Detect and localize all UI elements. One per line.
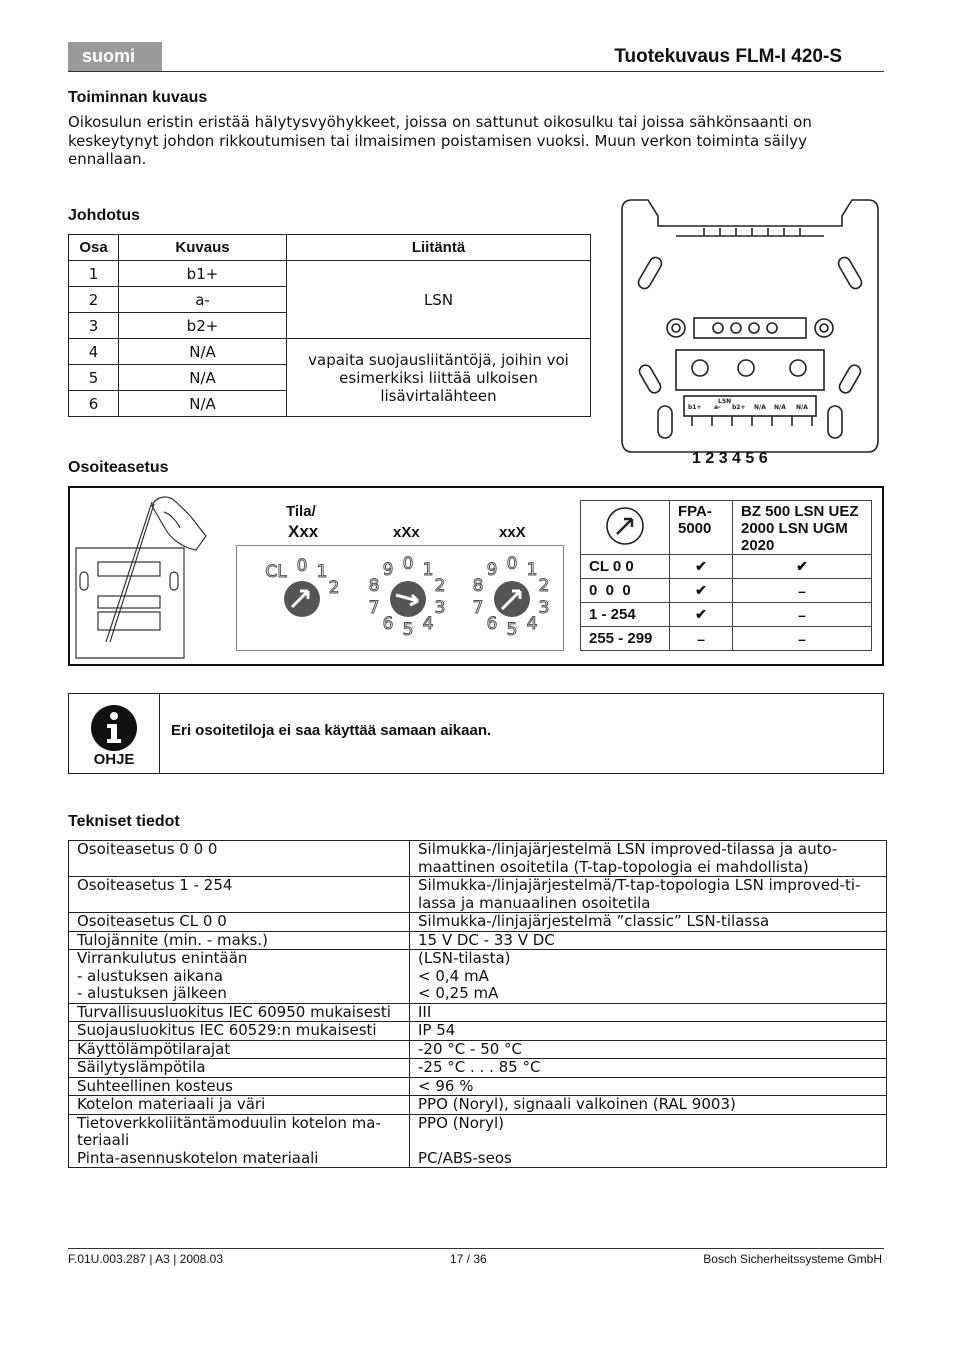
terminal-label: N/A bbox=[754, 404, 766, 411]
setting-cell: CL 0 0 bbox=[581, 555, 670, 579]
spec-value-cell: -20 °C - 50 °C bbox=[410, 1040, 887, 1059]
spec-value-cell: III bbox=[410, 1003, 887, 1022]
dial-digit: 0 bbox=[402, 554, 414, 574]
language-tab: suomi bbox=[68, 42, 162, 72]
dial-symbol-cell bbox=[581, 501, 670, 555]
desc-cell: b2+ bbox=[119, 313, 287, 339]
table-row bbox=[69, 1059, 887, 1078]
part-cell: 1 bbox=[69, 261, 119, 287]
wiring-heading: Johdotus bbox=[68, 207, 140, 224]
desc-cell: b1+ bbox=[119, 261, 287, 287]
spec-name-cell: Suhteellinen kosteus bbox=[69, 1077, 410, 1096]
dial-digit: 9 bbox=[486, 560, 498, 580]
spec-value-cell: -25 °C . . . 85 °C bbox=[410, 1059, 887, 1078]
terminal-label: b2+ bbox=[732, 404, 746, 411]
dial-digit: 1 bbox=[422, 560, 434, 580]
table-row bbox=[69, 1114, 887, 1168]
table-row bbox=[69, 931, 887, 950]
spec-name-cell: Osoiteasetus 1 - 254 bbox=[69, 877, 410, 913]
header-rule bbox=[68, 71, 884, 72]
spec-name-cell: Kotelon materiaali ja väri bbox=[69, 1096, 410, 1115]
hand-screwdriver-illustration bbox=[72, 492, 210, 662]
dial-digit: 6 bbox=[486, 614, 498, 634]
dial-digit: 3 bbox=[538, 598, 550, 618]
technical-heading: Tekniset tiedot bbox=[68, 813, 180, 830]
mode-digit-label: Xxx bbox=[288, 522, 319, 541]
spec-name-cell: Säilytyslämpötila bbox=[69, 1059, 410, 1078]
info-icon bbox=[90, 704, 138, 752]
wiring-table bbox=[68, 234, 591, 417]
dial-digit: 2 bbox=[538, 576, 550, 596]
table-row bbox=[69, 877, 887, 913]
table-row bbox=[69, 1022, 887, 1041]
footer-rule bbox=[68, 1248, 884, 1249]
setting-cell: 1 - 254 bbox=[581, 603, 670, 627]
table-row bbox=[581, 555, 872, 579]
dial-digit: 9 bbox=[382, 560, 394, 580]
dial-cl-label: CL bbox=[265, 562, 287, 582]
terminal-label: N/A bbox=[796, 404, 808, 411]
desc-cell: N/A bbox=[119, 391, 287, 417]
terminal-label: a- bbox=[714, 404, 721, 411]
dial-digit: 1 bbox=[526, 560, 538, 580]
desc-cell: a- bbox=[119, 287, 287, 313]
table-row bbox=[69, 1003, 887, 1022]
document-title: Tuotekuvaus FLM-I 420-S bbox=[614, 46, 842, 67]
mode-label: Tila/ bbox=[286, 503, 316, 520]
dial-digit: 0 bbox=[506, 554, 518, 574]
dial-digit: 4 bbox=[526, 614, 538, 634]
spec-name-cell: Turvallisuusluokitus IEC 60950 mukaisesti bbox=[69, 1003, 410, 1022]
note-label: OHJE bbox=[93, 751, 135, 768]
table-row bbox=[581, 579, 872, 603]
col-header-description: Kuvaus bbox=[119, 235, 287, 261]
part-cell: 3 bbox=[69, 313, 119, 339]
desc-cell: N/A bbox=[119, 365, 287, 391]
connection-free-cell: vapaita suojausliitäntöjä, joihin voi esimerkiksi liittää ulkoisen lisävirtalähteen bbox=[287, 339, 591, 417]
function-description: Oikosulun eristin eristää hälytysvyöhykkeet, joissa on sattunut oikosulku tai joissa sähkönsaanti on keskeytynyt johdon rikkoutumisen tai ilmaisimen poistamisen vuoksi. Muun verkon toiminta säilyy ennallaan. bbox=[68, 113, 812, 168]
table-row bbox=[69, 950, 887, 1004]
spec-value-cell: PPO (Noryl) PC/ABS-seos bbox=[410, 1114, 887, 1168]
spec-value-cell: < 96 % bbox=[410, 1077, 887, 1096]
part-cell: 6 bbox=[69, 391, 119, 417]
dial-digit: 8 bbox=[472, 576, 484, 596]
col-header-part: Osa bbox=[69, 235, 119, 261]
dial-symbol-icon bbox=[604, 505, 646, 547]
terminal-numbers: 1 2 3 4 5 6 bbox=[692, 450, 768, 467]
dial-digit: 5 bbox=[402, 620, 414, 640]
dial-cl-digit: 2 bbox=[328, 578, 340, 598]
part-cell: 4 bbox=[69, 339, 119, 365]
connection-lsn-cell: LSN bbox=[287, 261, 591, 339]
dial-digit: 4 bbox=[422, 614, 434, 634]
spec-value-cell: (LSN-tilasta) < 0,4 mA < 0,25 mA bbox=[410, 950, 887, 1004]
bz-check-cell: ✔ bbox=[733, 555, 872, 579]
footer-page-number: 17 / 36 bbox=[450, 1252, 487, 1266]
dial-digit: 6 bbox=[382, 614, 394, 634]
terminal-label: N/A bbox=[774, 404, 786, 411]
part-cell: 2 bbox=[69, 287, 119, 313]
spec-value-cell: IP 54 bbox=[410, 1022, 887, 1041]
terminal-label: b1+ bbox=[688, 404, 702, 411]
dial-digit: 7 bbox=[472, 598, 484, 618]
note-text: Eri osoitetiloja ei saa käyttää samaan aikaan. bbox=[171, 722, 492, 739]
dial-cl-digit: 0 bbox=[296, 556, 308, 576]
fpa-check-cell: – bbox=[670, 627, 733, 651]
addressing-heading: Osoiteasetus bbox=[68, 459, 169, 476]
table-row bbox=[69, 1096, 887, 1115]
fpa-check-cell: ✔ bbox=[670, 555, 733, 579]
table-row bbox=[69, 261, 591, 287]
bz-check-cell: – bbox=[733, 603, 872, 627]
technical-table bbox=[68, 840, 887, 1168]
table-row bbox=[69, 1077, 887, 1096]
address-compatibility-table bbox=[580, 500, 872, 651]
bz-check-cell: – bbox=[733, 579, 872, 603]
fpa-check-cell: ✔ bbox=[670, 603, 733, 627]
desc-cell: N/A bbox=[119, 339, 287, 365]
tens-digit-label: xXx bbox=[393, 524, 420, 541]
dial-digit: 3 bbox=[434, 598, 446, 618]
table-row bbox=[69, 1040, 887, 1059]
table-row bbox=[581, 501, 872, 555]
spec-name-cell: Tietoverkkoliitäntämoduulin kotelon ma-teriaali Pinta-asennuskotelon materiaali bbox=[69, 1114, 410, 1168]
table-row bbox=[69, 339, 591, 365]
rotary-switches bbox=[236, 545, 564, 651]
spec-value-cell: PPO (Noryl), signaali valkoinen (RAL 9003) bbox=[410, 1096, 887, 1115]
spec-name-cell: Osoiteasetus 0 0 0 bbox=[69, 841, 410, 877]
spec-value-cell: Silmukka-/linjajärjestelmä ”classic” LSN-tilassa bbox=[410, 913, 887, 932]
spec-name-cell: Tulojännite (min. - maks.) bbox=[69, 931, 410, 950]
fpa-check-cell: ✔ bbox=[670, 579, 733, 603]
setting-cell: 0 0 0 bbox=[581, 579, 670, 603]
bz-check-cell: – bbox=[733, 627, 872, 651]
footer-doc-id: F.01U.003.287 | A3 | 2008.03 bbox=[68, 1252, 224, 1266]
table-row bbox=[581, 603, 872, 627]
spec-value-cell: Silmukka-/linjajärjestelmä LSN improved-tilassa ja auto-maattinen osoitetila (T-tap-topologia ei mahdollista) bbox=[410, 841, 887, 877]
dial-digit: 7 bbox=[368, 598, 380, 618]
spec-name-cell: Osoiteasetus CL 0 0 bbox=[69, 913, 410, 932]
spec-value-cell: 15 V DC - 33 V DC bbox=[410, 931, 887, 950]
part-cell: 5 bbox=[69, 365, 119, 391]
wiring-header-row bbox=[69, 235, 591, 261]
dial-cl-digit: 1 bbox=[316, 562, 328, 582]
table-row bbox=[581, 627, 872, 651]
spec-name-cell: Virrankulutus enintään - alustuksen aikana - alustuksen jälkeen bbox=[69, 950, 410, 1004]
spec-name-cell: Suojausluokitus IEC 60529:n mukaisesti bbox=[69, 1022, 410, 1041]
spec-name-cell: Käyttölämpötilarajat bbox=[69, 1040, 410, 1059]
dial-digit: 8 bbox=[368, 576, 380, 596]
lsn-label: LSN bbox=[718, 398, 732, 405]
table-row bbox=[69, 841, 887, 877]
dial-digit: 2 bbox=[434, 576, 446, 596]
col-header-fpa: FPA-5000 bbox=[670, 501, 733, 555]
units-digit-label: xxX bbox=[499, 524, 526, 541]
function-heading: Toiminnan kuvaus bbox=[68, 89, 208, 106]
setting-cell: 255 - 299 bbox=[581, 627, 670, 651]
col-header-bz: BZ 500 LSN UEZ 2000 LSN UGM 2020 bbox=[733, 501, 872, 555]
spec-value-cell: Silmukka-/linjajärjestelmä/T-tap-topologia LSN improved-ti-lassa ja manuaalinen osoitetila bbox=[410, 877, 887, 913]
dial-digit: 5 bbox=[506, 620, 518, 640]
col-header-connection: Liitäntä bbox=[287, 235, 591, 261]
device-drawing bbox=[618, 196, 882, 470]
table-row bbox=[69, 913, 887, 932]
footer-company: Bosch Sicherheitssysteme GmbH bbox=[703, 1252, 882, 1266]
